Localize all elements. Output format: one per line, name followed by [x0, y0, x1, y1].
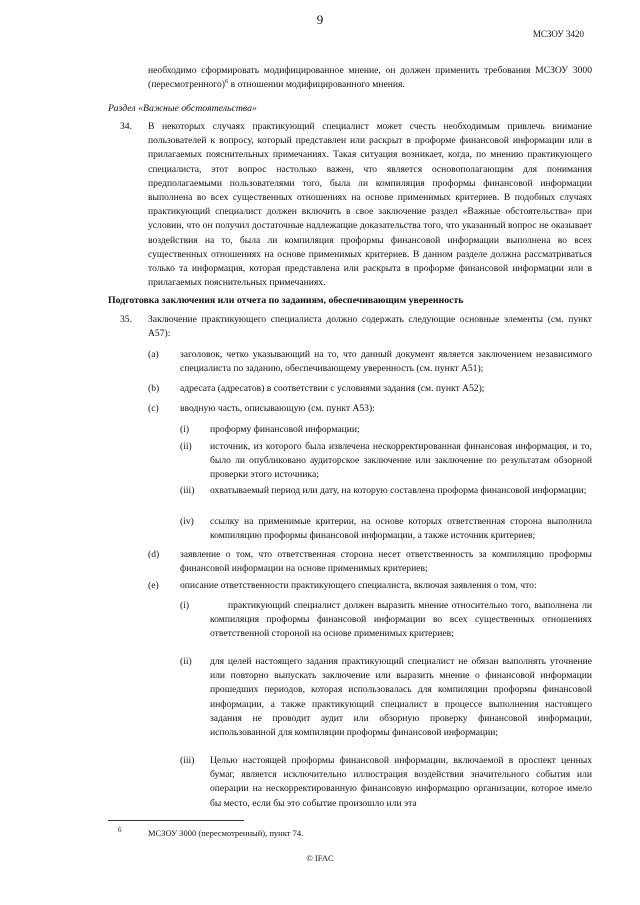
item-text-a: заголовок, четко указывающий на то, что данный документ является заключением независимого специалиста по заданию, обеспечивающему уверенность (см. пункт A51); — [180, 349, 592, 375]
footnote-divider — [108, 820, 244, 821]
footer-copyright: © IFAC — [306, 853, 334, 863]
item-label-e: (e) — [148, 580, 159, 591]
continuation-paragraph — [148, 64, 592, 92]
item-text-b: адресата (адресатов) в соответствии с условиями задания (см. пункт A52); — [180, 383, 485, 394]
section-heading-reporting: Подготовка заключения или отчета по заданиям, обеспечивающим уверенность — [108, 295, 464, 306]
item-label-d: (d) — [148, 549, 160, 560]
subitem-text-c-iv: ссылку на применимые критерии, на основе которых ответственная сторона выполнила компиляцию проформы финансовой информации, а также источник критериев; — [210, 516, 592, 542]
footnote-reference: 6 — [225, 78, 229, 86]
section-heading-emphasis: Раздел «Важные обстоятельства» — [108, 103, 257, 114]
item-label-b: (b) — [148, 383, 160, 394]
subitem-text-e-iii: Целью настоящей проформы финансовой информации, включаемой в проспект ценных бумаг, является исключительно иллюстрация воздействия значительного события или операции на нескорректированную финансовую информацию организации, которое имело бы место, если бы это событие произошло или эта — [210, 755, 592, 809]
subitem-label-c-ii: (ii) — [180, 441, 192, 452]
footnote-mark: 6 — [118, 826, 122, 834]
footnote-text: МСЗОУ 3000 (пересмотренный), пункт 74. — [148, 828, 304, 838]
paragraph-number-34: 34. — [120, 121, 132, 132]
paragraph-35-text: Заключение практикующего специалиста должно содержать следующие основные элементы (см. пункт A57): — [148, 314, 592, 340]
subitem-text-e-i: практикующий специалист должен выразить мнение относительно того, выполнена ли компиляция проформы финансовой информации во всех существенных отношениях ответственной стороной на основе применимых критериев; — [210, 600, 592, 640]
document-code: МСЗОУ 3420 — [532, 29, 584, 39]
continuation-tail: в отношении модифицированного мнения. — [228, 79, 405, 91]
item-text-c: вводную часть, описывающую (см. пункт A53): — [180, 403, 375, 414]
page-number: 9 — [316, 12, 324, 27]
item-label-c: (c) — [148, 403, 159, 414]
item-text-d: заявление о том, что ответственная сторона несет ответственность за компиляцию проформы финансовой информации на основе применимых критериев; — [180, 549, 592, 575]
continuation-text: необходимо сформировать модифицированное мнение, он должен применить требования МСЗОУ 3000 (пересмотренного) — [148, 65, 592, 91]
paragraph-34-text: В некоторых случаях практикующий специалист может счесть необходимым привлечь внимание пользователей к вопросу, который представлен или раскрыт в проформе финансовой информации или в прилагаемых пояснительных примечаниях. Такая ситуация возникает, когда, по мнению практикующего специалиста, этот вопрос настолько важен, что является основополагающим для понимания предполагаемыми пользователями того, была ли компиляция проформы финансовой информации выполнена во всех существенных отношениях на основе применимых критериев. В подобных случаях практикующий специалист должен включить в свое заключение раздел «Важные обстоятельства» при условии, что он получил достаточные надлежащие доказательства того, что указанный вопрос не оказывает воздействия на то, была ли компиляция проформы финансовой информации выполнена во всех существенных отношениях на основе применимых критериев. В данном разделе должна рассматриваться только та информация, которая представлена или раскрыта в проформе финансовой информации или в прилагаемых пояснительных примечаниях. — [148, 121, 592, 289]
subitem-text-c-ii: источник, из которого была извлечена нескорректированная финансовая информация, и то, было ли опубликовано аудиторское заключение или заключение по результатам обзорной проверки этого источника; — [210, 441, 592, 481]
subitem-text-c-iii: охватываемый период или дату, на которую составлена проформа финансовой информации; — [210, 485, 587, 496]
subitem-label-e-iii: (iii) — [180, 755, 195, 766]
subitem-label-c-i: (i) — [180, 424, 190, 435]
subitem-label-c-iv: (iv) — [180, 516, 194, 527]
item-label-a: (a) — [148, 349, 159, 360]
subitem-text-c-i: проформу финансовой информации; — [210, 424, 360, 435]
subitem-label-e-ii: (ii) — [180, 656, 192, 667]
paragraph-number-35: 35. — [120, 314, 132, 325]
subitem-text-e-ii: для целей настоящего задания практикующий специалист не обязан выполнять уточнение или повторно выпускать заключение или выразить мнение о финансовой информации прошедших периодов, которая использовалась для компиляции проформы финансовой информации, а также практикующий специалист в процессе выполнения настоящего задания не проводит аудит или обзорную проверку финансовой информации, использованной для компиляции проформы финансовой информации; — [210, 656, 592, 739]
item-text-e: описание ответственности практикующего специалиста, включая заявления о том, что: — [180, 580, 537, 591]
subitem-label-c-iii: (iii) — [180, 485, 195, 496]
subitem-label-e-i: (i) — [180, 600, 190, 611]
